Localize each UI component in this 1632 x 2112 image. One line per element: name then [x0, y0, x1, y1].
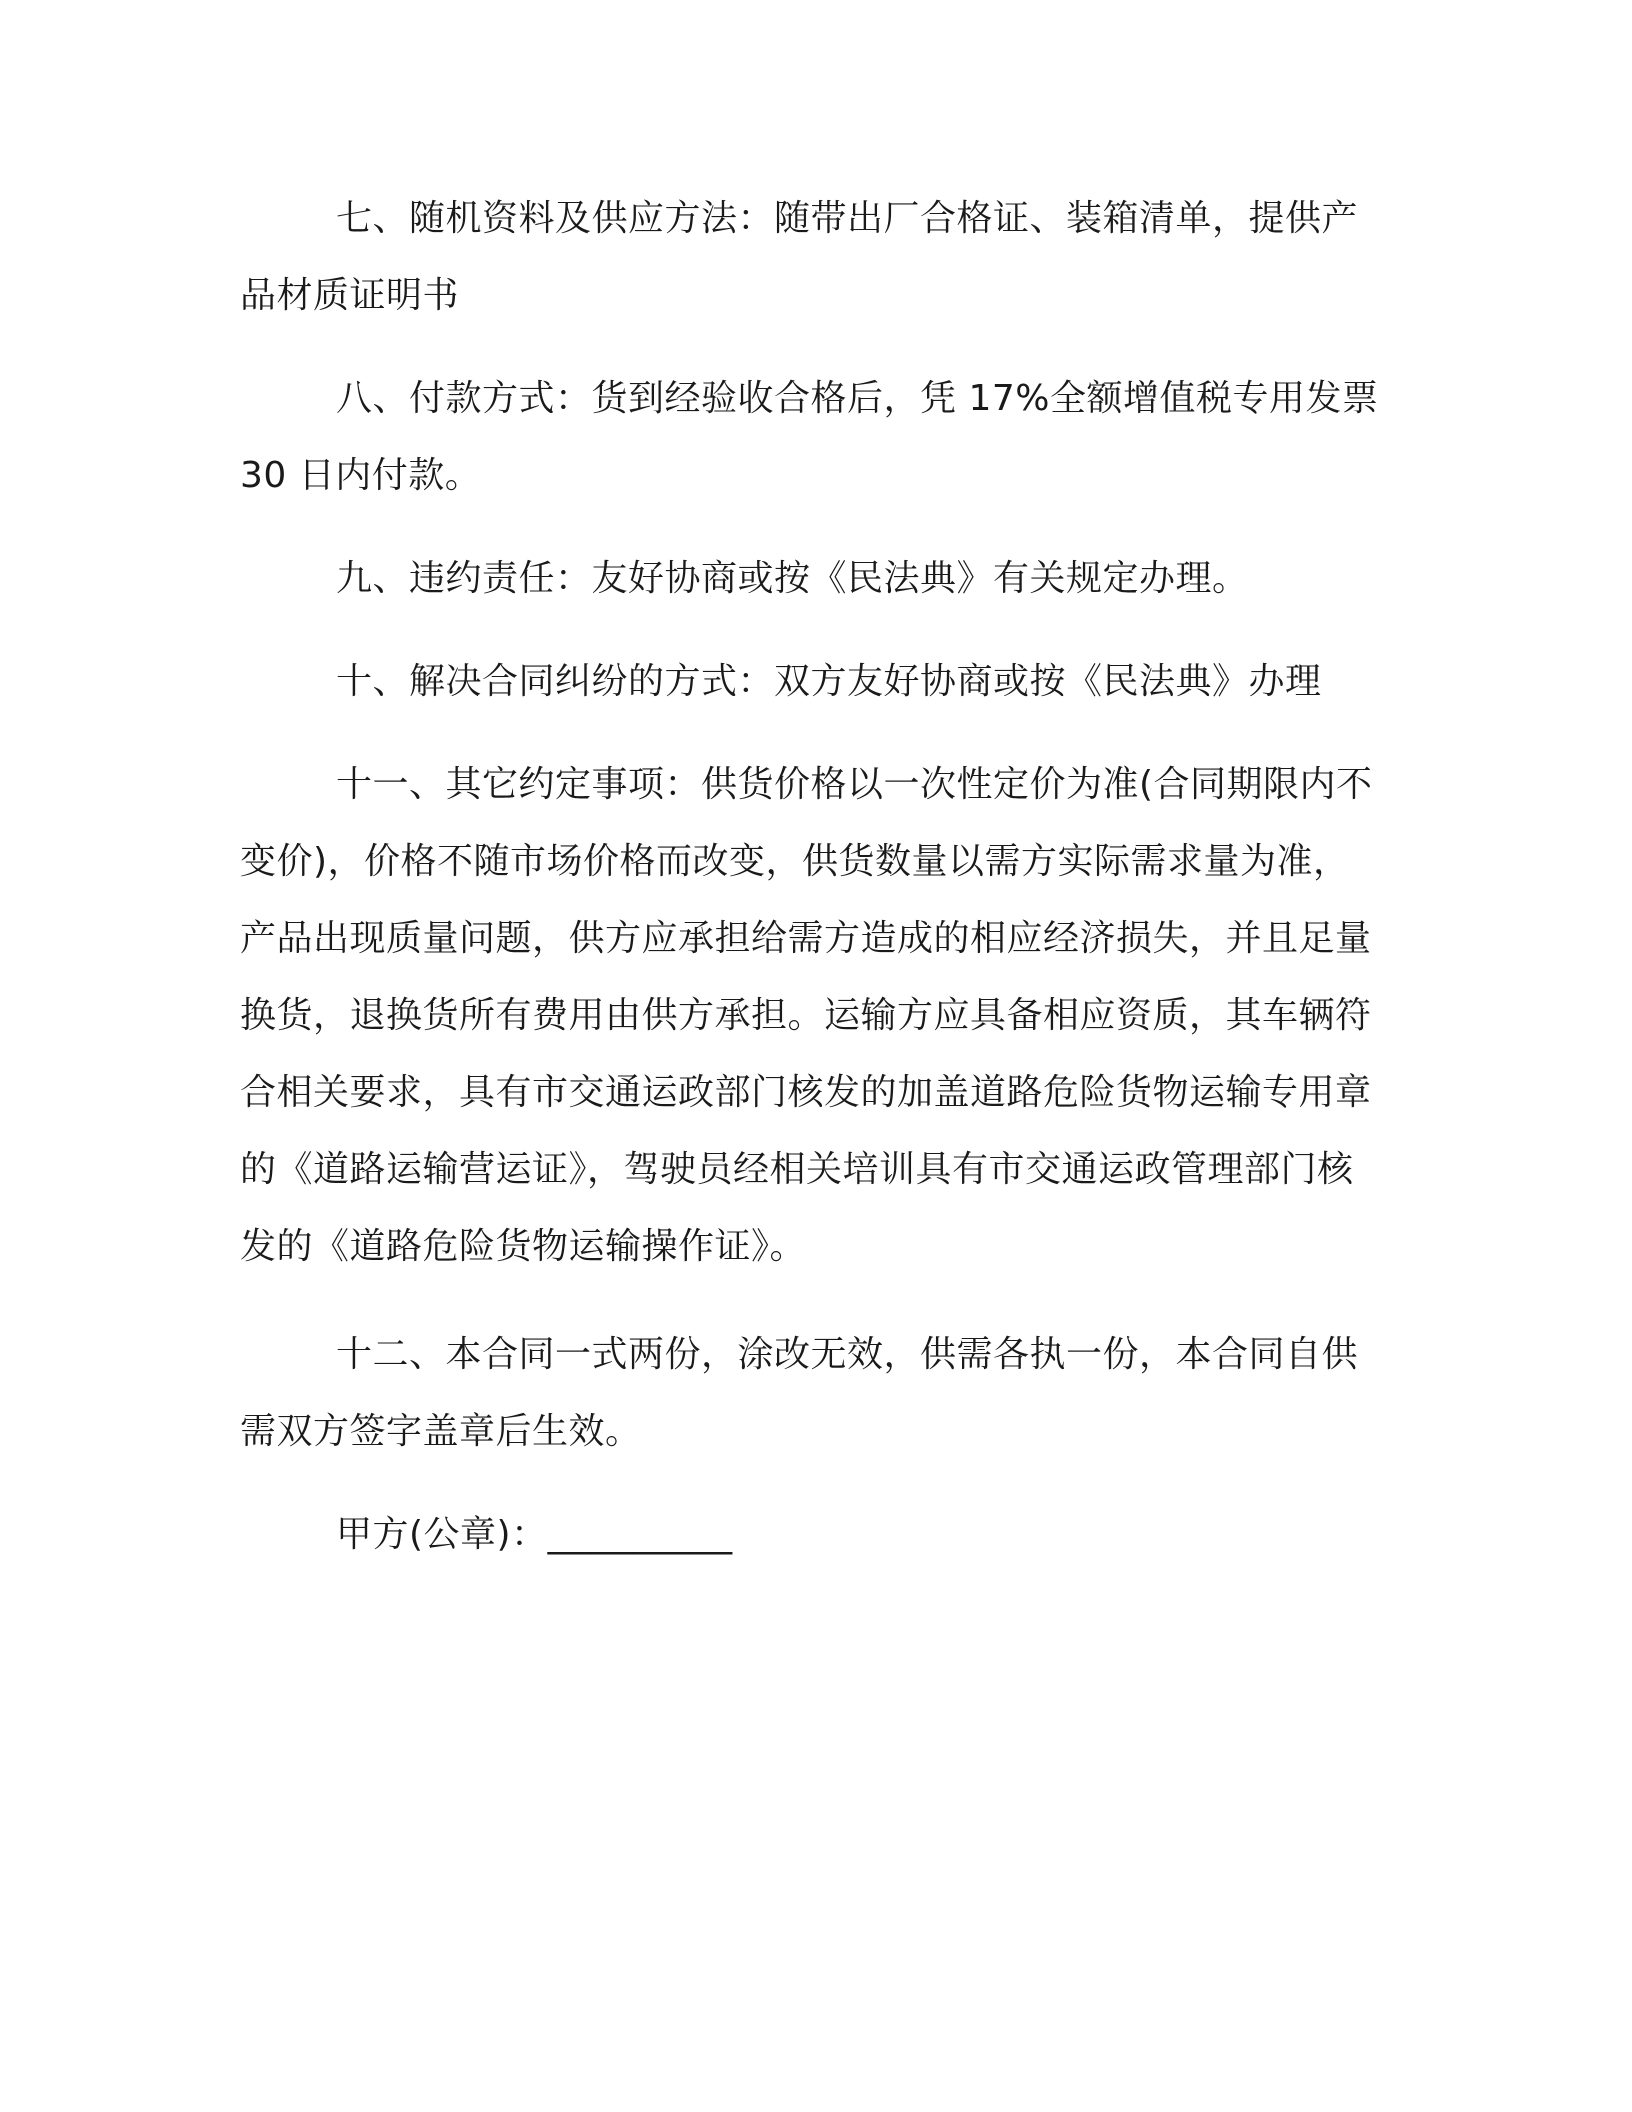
clause-9: 九、违约责任：友好协商或按《民法典》有关规定办理。: [336, 558, 1249, 599]
clause-8: 八、付款方式：货到经验收合格后，凭 17%全额增值税专用发票 30 日内付款。: [240, 378, 1379, 496]
party-a-signature-line: [240, 1496, 1380, 1573]
clause-7: 七、随机资料及供应方法：随带出厂合格证、装箱清单，提供产品材质证明书: [240, 198, 1359, 316]
clause-10: 十、解决合同纠纷的方式：双方友好协商或按《民法典》办理: [336, 661, 1322, 702]
party-a-label: 甲方(公章)：: [336, 1514, 548, 1555]
clause-11: 十一、其它约定事项：供货价格以一次性定价为准(合同期限内不变价)，价格不随市场价格而改变，供货数量以需方实际需求量为准，产品出现质量问题，供方应承担给需方造成的相应经济损失，并且足量换货，退换货所有费用由供方承担。运输方应具备相应资质，其车辆符合相关要求，具有市交通运政部门核发的加盖道路危险货物运输专用章的《道路运输营运证》，驾驶员经相关培训具有市交通运政管理部门核发的《道路危险货物运输操作证》。: [240, 764, 1373, 1267]
clause-12: 十二、本合同一式两份，涂改无效，供需各执一份，本合同自供需双方签字盖章后生效。: [240, 1334, 1359, 1452]
party-a-signature-blank: __________: [547, 1514, 733, 1555]
